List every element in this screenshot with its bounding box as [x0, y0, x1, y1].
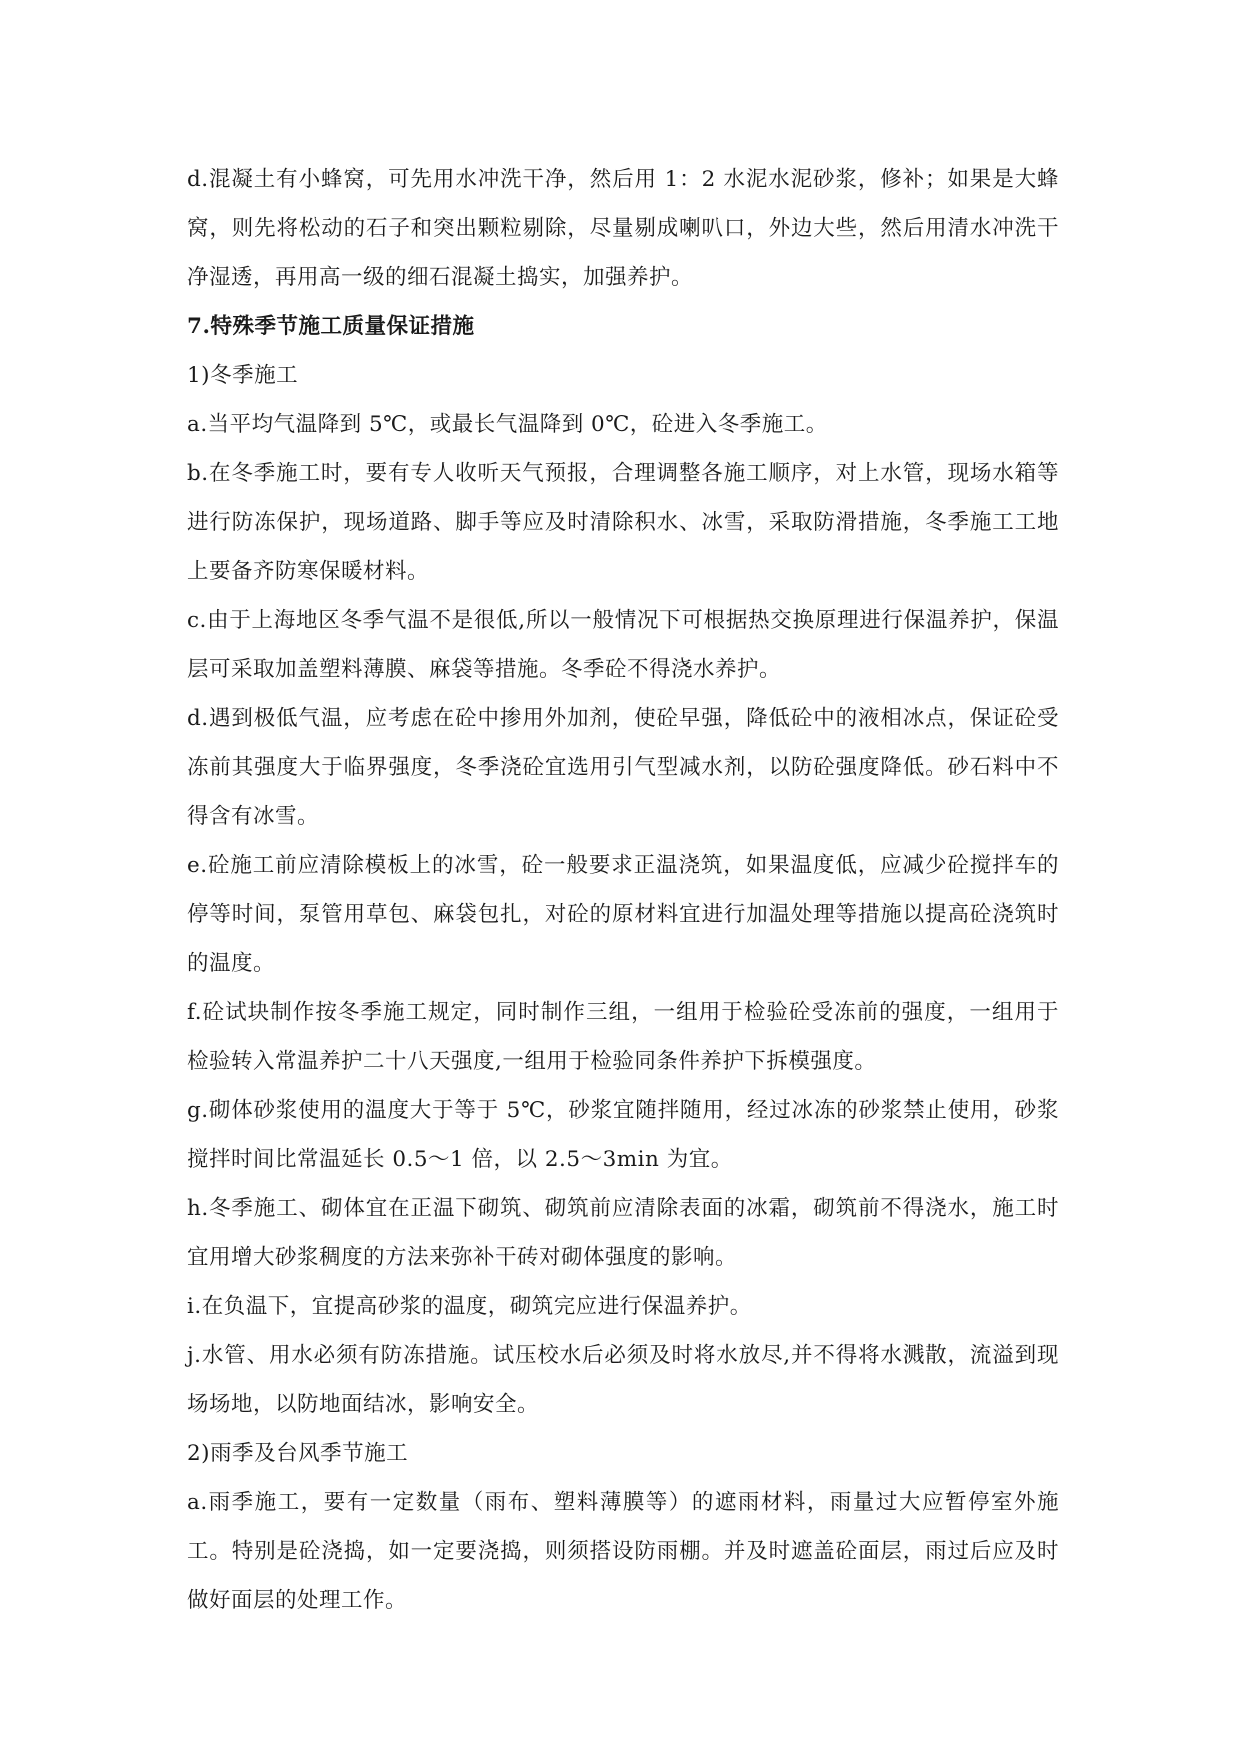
- paragraph-winter-i: i.在负温下，宜提高砂浆的温度，砌筑完应进行保温养护。: [187, 1294, 752, 1319]
- paragraph-rainy-a: a.雨季施工，要有一定数量（雨布、塑料薄膜等）的遮雨材料，雨量过大应暂停室外施工。特别是砼浇捣，如一定要浇捣，则须搭设防雨棚。并及时遮盖砼面层，雨过后应及时做好面层的处理工作。: [187, 1490, 1059, 1613]
- subheading-rainy-typhoon-season: 2)雨季及台风季节施工: [187, 1441, 409, 1466]
- paragraph-d-honeycomb-repair: d.混凝土有小蜂窝，可先用水冲洗干净，然后用 1：2 水泥水泥砂浆，修补；如果是大蜂窝，则先将松动的石子和突出颗粒剔除，尽量剔成喇叭口，外边大些，然后用清水冲洗干净湿透，再用高一级的细石混凝土捣实，加强养护。: [187, 167, 1059, 290]
- paragraph-winter-a: a.当平均气温降到 5℃，或最长气温降到 0℃，砼进入冬季施工。: [187, 412, 828, 437]
- paragraph-winter-c: c.由于上海地区冬季气温不是很低,所以一般情况下可根据热交换原理进行保温养护，保温层可采取加盖塑料薄膜、麻袋等措施。冬季砼不得浇水养护。: [187, 608, 1059, 682]
- subheading-winter-construction: 1)冬季施工: [187, 363, 299, 388]
- paragraph-winter-b: b.在冬季施工时，要有专人收听天气预报，合理调整各施工顺序，对上水管，现场水箱等进行防冻保护，现场道路、脚手等应及时清除积水、冰雪，采取防滑措施，冬季施工工地上要备齐防寒保暖材料。: [187, 461, 1059, 584]
- section-heading-special-season: 7.特殊季节施工质量保证措施: [187, 314, 475, 339]
- paragraph-winter-h: h.冬季施工、砌体宜在正温下砌筑、砌筑前应清除表面的冰霜，砌筑前不得浇水，施工时宜用增大砂浆稠度的方法来弥补干砖对砌体强度的影响。: [187, 1196, 1059, 1270]
- paragraph-winter-g: g.砌体砂浆使用的温度大于等于 5℃，砂浆宜随拌随用，经过冰冻的砂浆禁止使用，砂浆搅拌时间比常温延长 0.5～1 倍，以 2.5～3min 为宜。: [187, 1098, 1059, 1172]
- paragraph-winter-e: e.砼施工前应清除模板上的冰雪，砼一般要求正温浇筑，如果温度低，应减少砼搅拌车的停等时间，泵管用草包、麻袋包扎，对砼的原材料宜进行加温处理等措施以提高砼浇筑时的温度。: [187, 853, 1059, 976]
- paragraph-winter-j: j.水管、用水必须有防冻措施。试压校水后必须及时将水放尽,并不得将水溅散，流溢到现场场地，以防地面结冰，影响安全。: [187, 1343, 1059, 1417]
- paragraph-winter-f: f.砼试块制作按冬季施工规定，同时制作三组，一组用于检验砼受冻前的强度，一组用于检验转入常温养护二十八天强度,一组用于检验同条件养护下拆模强度。: [187, 1000, 1059, 1074]
- paragraph-winter-d: d.遇到极低气温，应考虑在砼中掺用外加剂，使砼早强，降低砼中的液相冰点，保证砼受冻前其强度大于临界强度，冬季浇砼宜选用引气型减水剂，以防砼强度降低。砂石料中不得含有冰雪。: [187, 706, 1059, 829]
- document-body: [187, 155, 1059, 1625]
